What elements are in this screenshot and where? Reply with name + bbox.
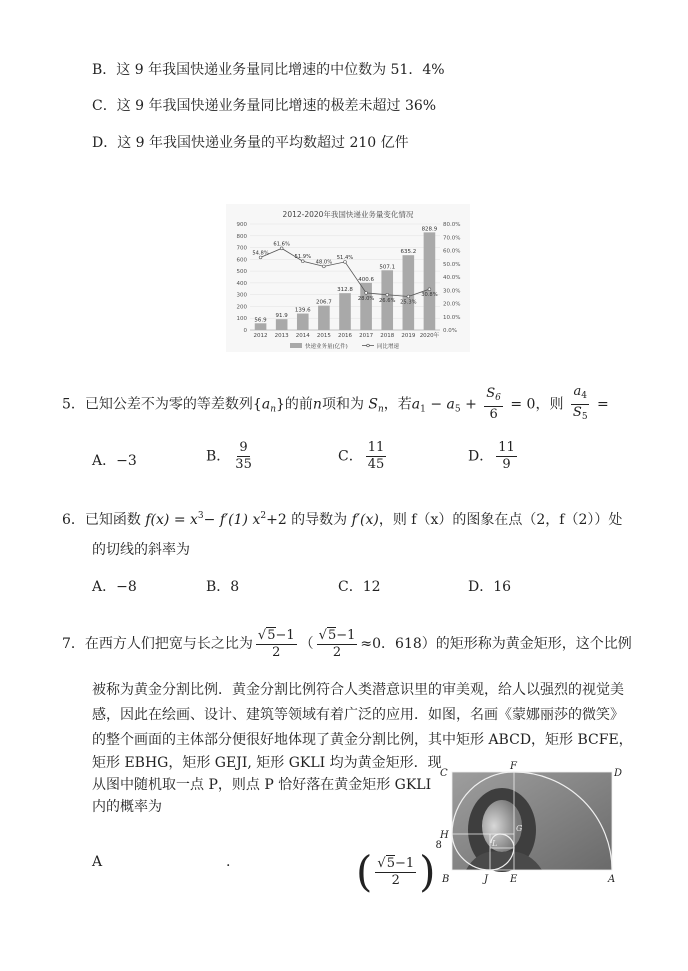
legend-bar-swatch <box>290 343 302 348</box>
q5-option-b-num: 9 <box>239 440 248 455</box>
q5-eq: = <box>597 396 609 413</box>
label-E: E <box>510 874 518 885</box>
q5-r-den-sub: 5 <box>581 412 588 422</box>
chart-bar <box>424 232 436 330</box>
q5-option-d-label: D． <box>468 448 494 465</box>
q6-fprime: f′(x) <box>351 512 379 528</box>
q6-prefix: 6．已知函数 <box>62 512 141 528</box>
chart-bar-label: 91.9 <box>275 313 288 320</box>
q5-r-num: a <box>573 384 582 399</box>
chart-yleft-tick: 900 <box>236 222 247 228</box>
chart-title: 2012-2020年我国快递业务量变化情况 <box>282 210 414 219</box>
chart-yleft-tick: 800 <box>236 233 247 240</box>
q4-option-b: B．这 9 年我国快递业务量同比增速的中位数为 51．4% <box>92 62 445 78</box>
label-C: C <box>440 768 448 779</box>
q5-S-sub: n <box>378 404 384 415</box>
express-volume-chart <box>226 204 470 352</box>
chart-growth-label: 28.0% <box>357 295 375 302</box>
label-L: L <box>492 839 498 848</box>
q5-option-d-den: 9 <box>502 457 511 472</box>
chart-x-tick: 2013 <box>274 333 289 339</box>
chart-growth-label: 25.3% <box>400 299 417 306</box>
chart-growth-label: 26.6% <box>378 297 396 304</box>
chart-growth-point <box>407 295 410 298</box>
chart-yleft-tick: 600 <box>236 257 247 264</box>
q7-ans-sqrt: 5 <box>386 855 395 871</box>
q6-mid: − f′(1) x <box>203 512 261 528</box>
q5-option-a: A．−3 <box>92 453 137 469</box>
chart-growth-label: 30.8% <box>421 292 438 299</box>
chart-yright-tick: 40.0% <box>443 275 461 281</box>
q6-option-a: A．−8 <box>92 579 137 595</box>
chart-yleft-tick: 200 <box>236 304 247 311</box>
chart-growth-point <box>280 247 283 250</box>
chart-growth-label: 51.4% <box>336 254 354 261</box>
q5-an-sub: n <box>270 404 276 415</box>
q7-den: 2 <box>272 644 281 660</box>
chart-yleft-tick: 400 <box>236 280 247 287</box>
chart-yleft-tick: 500 <box>236 269 247 276</box>
q4-option-d: D．这 9 年我国快递业务量的平均数超过 210 亿件 <box>92 135 409 151</box>
q5-option-c <box>338 440 389 473</box>
chart-bar-label: 139.6 <box>294 307 311 314</box>
q7-line4: 的整个画面的主体部分便很好地体现了黄金分割比例，其中矩形 ABCD，矩形 BCFE， <box>92 732 633 748</box>
q7-sqrt-num: 5 <box>267 627 276 643</box>
q5-frac-num-sub: 6 <box>495 393 501 403</box>
q6-option-c: C．12 <box>338 579 381 595</box>
label-H: H <box>440 830 449 841</box>
q7-line2: 被称为黄金分割比例．黄金分割比例符合人类潜意识里的审美观，给人以强烈的视觉美 <box>92 682 624 698</box>
mona-lisa-golden-figure <box>435 760 628 886</box>
q7-answer-expr: ( $\frac{√5-1}{2}$ )$^8$ <box>356 840 442 896</box>
chart-x-tick: 2017 <box>359 333 374 339</box>
chart-bar <box>360 283 372 330</box>
q5-r-num-sub: 4 <box>581 391 587 401</box>
chart-growth-point <box>344 260 347 263</box>
chart-growth-point <box>386 293 389 296</box>
q5-frac-num: S <box>486 386 496 401</box>
chart-growth-label: 51.9% <box>294 254 312 261</box>
q5-frac-s6-6 <box>484 386 503 423</box>
chart-growth-point <box>301 260 304 263</box>
q5-mid3: ，若 <box>383 396 412 413</box>
q5-r-den: S <box>572 405 582 420</box>
q5-n: n <box>312 396 322 413</box>
q7-stem <box>62 624 632 668</box>
chart-yleft-tick: 100 <box>236 316 247 323</box>
q7-line5: 矩形 EBHG，矩形 GEJI, 矩形 GKLI 均为黄金矩形．现 <box>92 755 442 771</box>
chart-yright-tick: 0.0% <box>443 328 457 334</box>
chart-bar-label: 312.8 <box>337 287 353 294</box>
chart-bar-label: 635.2 <box>400 249 417 256</box>
q7-den2: 2 <box>332 644 342 660</box>
q6-option-b: B．8 <box>206 579 240 595</box>
q7-open: （ <box>299 636 314 652</box>
chart-bar <box>403 255 415 330</box>
q5-frac-den: 6 <box>489 407 498 422</box>
chart-yright-tick: 10.0% <box>443 314 461 321</box>
q5-minus: − <box>430 396 443 413</box>
chart-yleft-tick: 700 <box>236 245 247 252</box>
chart-growth-point <box>365 292 368 295</box>
chart-yleft-tick: 0 <box>243 328 247 334</box>
chart-x-tick: 2018 <box>380 333 395 339</box>
q7-ans-minus1: −1 <box>394 855 415 871</box>
q7-option-a-dot: . <box>226 854 231 870</box>
q7-minus1: −1 <box>275 627 295 643</box>
q5-plus: + <box>465 396 477 413</box>
q5-mid2: 项和为 <box>321 396 364 413</box>
chart-bar-label: 507.1 <box>379 264 396 271</box>
q5-stem <box>62 384 609 424</box>
q5-option-c-num: 11 <box>367 440 385 455</box>
q4-option-c: C．这 9 年我国快递业务量同比增速的极差未超过 36% <box>92 98 437 114</box>
q5-option-b-label: B． <box>206 448 231 465</box>
chart-growth-point <box>428 288 431 291</box>
label-D: D <box>614 768 623 779</box>
q6-exp3: 3 <box>197 511 204 521</box>
q5-option-c-label: C． <box>338 448 363 465</box>
q7-approx: ≈0．618）的矩形称为黄金矩形，这个比例 <box>360 636 632 652</box>
q6-line2: 的切线的斜率为 <box>92 542 190 558</box>
q7-line3: 感，因此在绘画、设计、建筑等领域有着广泛的应用．如图，名画《蒙娜丽莎的微笑》 <box>92 707 624 723</box>
chart-bar <box>318 306 330 330</box>
chart-x-tick: 2019 <box>401 333 416 339</box>
q7-option-a: A <box>92 854 103 870</box>
q5-mid: 的前 <box>284 396 313 413</box>
q5-seq-open: { <box>252 396 262 413</box>
chart-yright-tick: 80.0% <box>443 222 461 228</box>
chart-growth-point <box>259 256 262 259</box>
q5-option-c-den: 45 <box>367 457 385 472</box>
legend-bar-label: 快递业务量(亿件) <box>305 344 348 350</box>
chart-bar-label: 206.7 <box>316 299 332 306</box>
q5-an: a <box>261 396 271 413</box>
chart-x-tick: 2014 <box>295 333 310 339</box>
q5-a1: a <box>411 396 421 413</box>
q7-prefix: 7．在西方人们把宽与长之比为 <box>62 636 253 652</box>
chart-growth-label: 48.0% <box>315 259 333 266</box>
q6-exp2: 2 <box>260 511 267 521</box>
q7-ans-den: 2 <box>391 872 400 888</box>
chart-yright-tick: 70.0% <box>443 235 461 242</box>
q5-option-d <box>468 440 520 473</box>
chart-yright-tick: 30.0% <box>443 288 461 295</box>
q7-sqrt-num2: 5 <box>327 627 337 643</box>
q7-line7: 内的概率为 <box>92 799 162 815</box>
q6-rest: ，则 f（x）的图象在点（2，f（2））处 <box>378 512 623 528</box>
chart-bar-label: 400.6 <box>358 276 374 283</box>
chart-yright-tick: 50.0% <box>443 261 461 268</box>
chart-yright-tick: 60.0% <box>443 248 461 255</box>
q5-frac-a4-s5 <box>571 384 590 425</box>
label-G: G <box>516 824 523 833</box>
q5-S: S <box>368 396 378 413</box>
q5-a5: a <box>446 396 455 413</box>
label-F: F <box>510 761 517 772</box>
q6-stem <box>62 506 622 530</box>
chart-growth-label: 54.8% <box>252 250 269 257</box>
label-B: B <box>442 874 450 885</box>
q6-tail: +2 的导数为 <box>266 512 348 528</box>
chart-bar-label: 56.9 <box>254 317 267 324</box>
legend-line-label: 同比增速 <box>377 344 400 350</box>
q7-minus1-2: −1 <box>336 627 356 643</box>
legend-line-marker <box>367 344 370 347</box>
chart-bar <box>255 323 267 330</box>
q6-fx: f(x) = x <box>145 512 198 528</box>
label-A: A <box>608 874 616 885</box>
chart-bar-label: 828.9 <box>421 226 438 233</box>
q5-option-b <box>206 440 257 473</box>
q7-ans-exp: 8 <box>435 840 442 851</box>
chart-bar <box>339 293 351 330</box>
label-J: J <box>484 874 489 885</box>
q5-option-d-num: 11 <box>498 440 515 455</box>
q7-ratio-frac: $\frac{√5-1}{2}$ <box>257 627 295 660</box>
q7-line6: 从图中随机取一点 P，则点 P 恰好落在黄金矩形 GKLI <box>92 777 432 793</box>
q6-option-d: D．16 <box>468 579 512 595</box>
chart-x-tick: 2020年 <box>419 333 440 339</box>
chart-yright-tick: 20.0% <box>443 301 461 308</box>
q5-eq0: = 0，则 <box>510 396 564 413</box>
chart-bar <box>297 314 309 330</box>
q5-a5-sub: 5 <box>454 404 461 415</box>
q5-option-b-den: 35 <box>235 457 252 472</box>
q5-seq-close: } <box>276 396 285 413</box>
chart-x-tick: 2012 <box>253 333 268 339</box>
q5-a1-sub: 1 <box>420 404 426 415</box>
chart-x-tick: 2016 <box>338 333 352 339</box>
q7-ratio-frac2: $\frac{√5-1}{2}$ <box>318 627 356 660</box>
chart-yleft-tick: 300 <box>236 292 247 299</box>
chart-x-tick: 2015 <box>316 333 331 339</box>
q5-prefix: 5．已知公差不为零的等差数列 <box>62 396 253 413</box>
chart-bar <box>276 319 288 330</box>
chart-growth-label: 61.6% <box>273 241 290 248</box>
chart-growth-point <box>322 265 325 268</box>
